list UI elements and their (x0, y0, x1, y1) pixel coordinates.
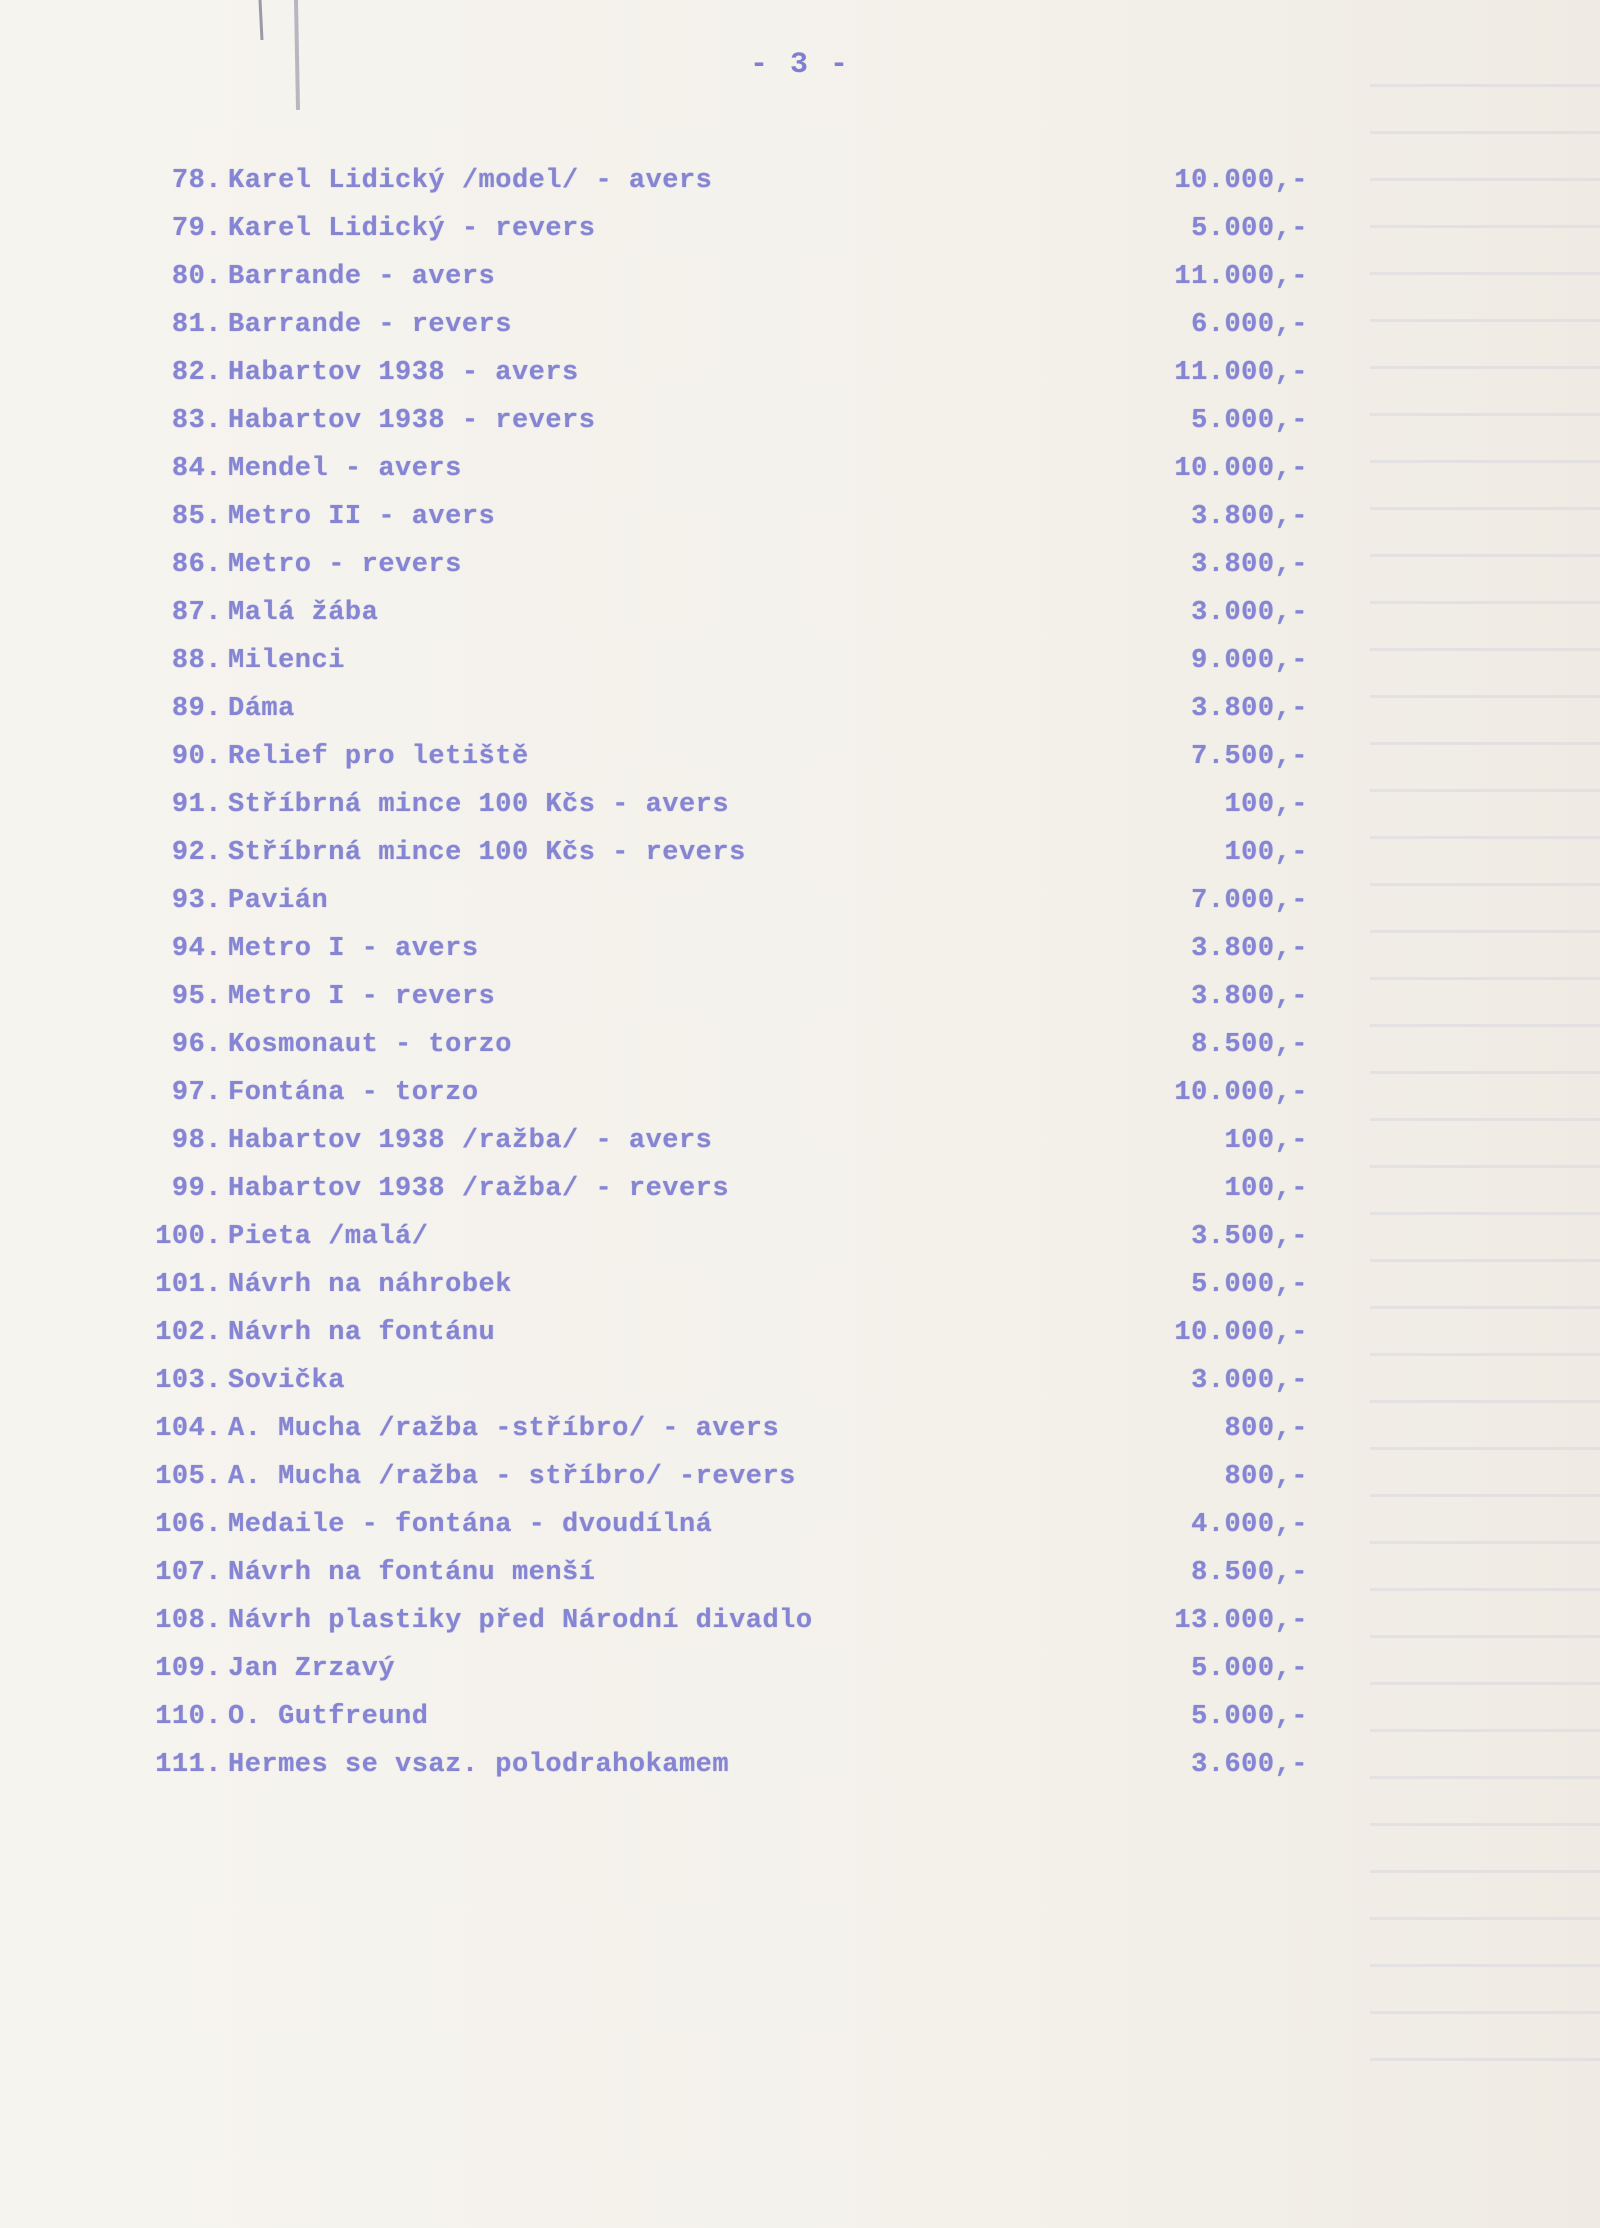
item-title: Karel Lidický - revers (228, 214, 596, 244)
item-price: 8.500,- (1191, 1030, 1308, 1060)
list-item (0, 1216, 1600, 1264)
item-title: Habartov 1938 /ražba/ - revers (228, 1174, 730, 1204)
item-number: 98. (171, 1126, 222, 1156)
item-number: 96. (171, 1030, 222, 1060)
item-title: Habartov 1938 - avers (228, 358, 579, 388)
item-number: 111. (155, 1750, 222, 1780)
item-number: 80. (171, 262, 222, 292)
list-item (0, 352, 1600, 400)
item-list (0, 160, 1600, 1792)
item-price: 3.800,- (1191, 550, 1308, 580)
item-title: Metro I - revers (228, 982, 496, 1012)
item-title: Jan Zrzavý (228, 1654, 396, 1684)
list-item (0, 1168, 1600, 1216)
item-title: Metro II - avers (228, 502, 496, 532)
page-number: - 3 - (749, 48, 850, 82)
list-item (0, 1072, 1600, 1120)
item-number: 93. (171, 886, 222, 916)
item-title: Fontána - torzo (228, 1078, 479, 1108)
item-title: Pieta /malá/ (228, 1222, 429, 1252)
item-number: 90. (171, 742, 222, 772)
list-item (0, 640, 1600, 688)
item-number: 108. (155, 1606, 222, 1636)
item-price: 8.500,- (1191, 1558, 1308, 1588)
item-number: 83. (171, 406, 222, 436)
item-number: 84. (171, 454, 222, 484)
item-title: Návrh na fontánu (228, 1318, 496, 1348)
item-number: 89. (171, 694, 222, 724)
item-number: 100. (155, 1222, 222, 1252)
list-item (0, 1360, 1600, 1408)
item-number: 99. (171, 1174, 222, 1204)
item-number: 82. (171, 358, 222, 388)
item-title: Metro - revers (228, 550, 462, 580)
item-number: 105. (155, 1462, 222, 1492)
item-price: 3.600,- (1191, 1750, 1308, 1780)
item-title: Karel Lidický /model/ - avers (228, 166, 713, 196)
list-item (0, 1600, 1600, 1648)
item-title: Dáma (228, 694, 295, 724)
list-item (0, 496, 1600, 544)
item-title: Kosmonaut - torzo (228, 1030, 512, 1060)
item-price: 800,- (1224, 1462, 1308, 1492)
item-title: Návrh plastiky před Národní divadlo (228, 1606, 813, 1636)
item-number: 102. (155, 1318, 222, 1348)
item-number: 78. (171, 166, 222, 196)
item-title: Metro I - avers (228, 934, 479, 964)
item-title: Stříbrná mince 100 Kčs - avers (228, 790, 730, 820)
item-number: 85. (171, 502, 222, 532)
list-item (0, 1648, 1600, 1696)
item-price: 100,- (1224, 790, 1308, 820)
item-number: 101. (155, 1270, 222, 1300)
item-number: 92. (171, 838, 222, 868)
item-number: 91. (171, 790, 222, 820)
item-title: A. Mucha /ražba - stříbro/ -revers (228, 1462, 796, 1492)
item-price: 5.000,- (1191, 1702, 1308, 1732)
item-number: 95. (171, 982, 222, 1012)
list-item (0, 400, 1600, 448)
list-item (0, 448, 1600, 496)
item-title: Barrande - revers (228, 310, 512, 340)
item-title: Sovička (228, 1366, 345, 1396)
list-item (0, 1456, 1600, 1504)
item-number: 79. (171, 214, 222, 244)
list-item (0, 304, 1600, 352)
list-item (0, 592, 1600, 640)
item-price: 7.000,- (1191, 886, 1308, 916)
item-title: Habartov 1938 - revers (228, 406, 596, 436)
item-title: Malá žába (228, 598, 379, 628)
item-title: Milenci (228, 646, 345, 676)
item-price: 100,- (1224, 838, 1308, 868)
list-item (0, 832, 1600, 880)
list-item (0, 256, 1600, 304)
item-title: Návrh na náhrobek (228, 1270, 512, 1300)
item-title: Habartov 1938 /ražba/ - avers (228, 1126, 713, 1156)
item-number: 87. (171, 598, 222, 628)
list-item (0, 688, 1600, 736)
item-number: 110. (155, 1702, 222, 1732)
list-item (0, 1408, 1600, 1456)
item-price: 10.000,- (1174, 1318, 1308, 1348)
item-number: 94. (171, 934, 222, 964)
item-price: 3.800,- (1191, 982, 1308, 1012)
item-price: 4.000,- (1191, 1510, 1308, 1540)
item-price: 10.000,- (1174, 166, 1308, 196)
item-price: 3.500,- (1191, 1222, 1308, 1252)
list-item (0, 784, 1600, 832)
item-title: Hermes se vsaz. polodrahokamem (228, 1750, 730, 1780)
list-item (0, 1552, 1600, 1600)
item-number: 81. (171, 310, 222, 340)
list-item (0, 1264, 1600, 1312)
item-title: Pavián (228, 886, 329, 916)
list-item (0, 1024, 1600, 1072)
item-price: 5.000,- (1191, 406, 1308, 436)
list-item (0, 1504, 1600, 1552)
list-item (0, 976, 1600, 1024)
item-title: Mendel - avers (228, 454, 462, 484)
item-number: 107. (155, 1558, 222, 1588)
item-title: Relief pro letiště (228, 742, 529, 772)
item-price: 5.000,- (1191, 214, 1308, 244)
list-item (0, 208, 1600, 256)
item-number: 88. (171, 646, 222, 676)
item-price: 10.000,- (1174, 1078, 1308, 1108)
list-item (0, 1312, 1600, 1360)
item-price: 13.000,- (1174, 1606, 1308, 1636)
item-number: 106. (155, 1510, 222, 1540)
item-number: 104. (155, 1414, 222, 1444)
item-price: 800,- (1224, 1414, 1308, 1444)
list-item (0, 736, 1600, 784)
item-number: 103. (155, 1366, 222, 1396)
item-price: 11.000,- (1174, 262, 1308, 292)
item-price: 11.000,- (1174, 358, 1308, 388)
item-price: 3.000,- (1191, 598, 1308, 628)
item-price: 6.000,- (1191, 310, 1308, 340)
item-price: 7.500,- (1191, 742, 1308, 772)
list-item (0, 160, 1600, 208)
list-item (0, 1696, 1600, 1744)
item-price: 3.800,- (1191, 502, 1308, 532)
item-price: 5.000,- (1191, 1270, 1308, 1300)
item-title: Návrh na fontánu menší (228, 1558, 596, 1588)
item-title: Medaile - fontána - dvoudílná (228, 1510, 713, 1540)
item-price: 5.000,- (1191, 1654, 1308, 1684)
list-item (0, 1120, 1600, 1168)
item-number: 86. (171, 550, 222, 580)
item-title: Stříbrná mince 100 Kčs - revers (228, 838, 746, 868)
item-title: A. Mucha /ražba -stříbro/ - avers (228, 1414, 780, 1444)
item-price: 3.800,- (1191, 694, 1308, 724)
item-title: Barrande - avers (228, 262, 496, 292)
list-item (0, 544, 1600, 592)
item-price: 9.000,- (1191, 646, 1308, 676)
item-price: 100,- (1224, 1174, 1308, 1204)
item-price: 3.000,- (1191, 1366, 1308, 1396)
item-number: 97. (171, 1078, 222, 1108)
list-item (0, 1744, 1600, 1792)
item-price: 10.000,- (1174, 454, 1308, 484)
item-price: 100,- (1224, 1126, 1308, 1156)
list-item (0, 928, 1600, 976)
item-number: 109. (155, 1654, 222, 1684)
item-price: 3.800,- (1191, 934, 1308, 964)
list-item (0, 880, 1600, 928)
item-title: O. Gutfreund (228, 1702, 429, 1732)
